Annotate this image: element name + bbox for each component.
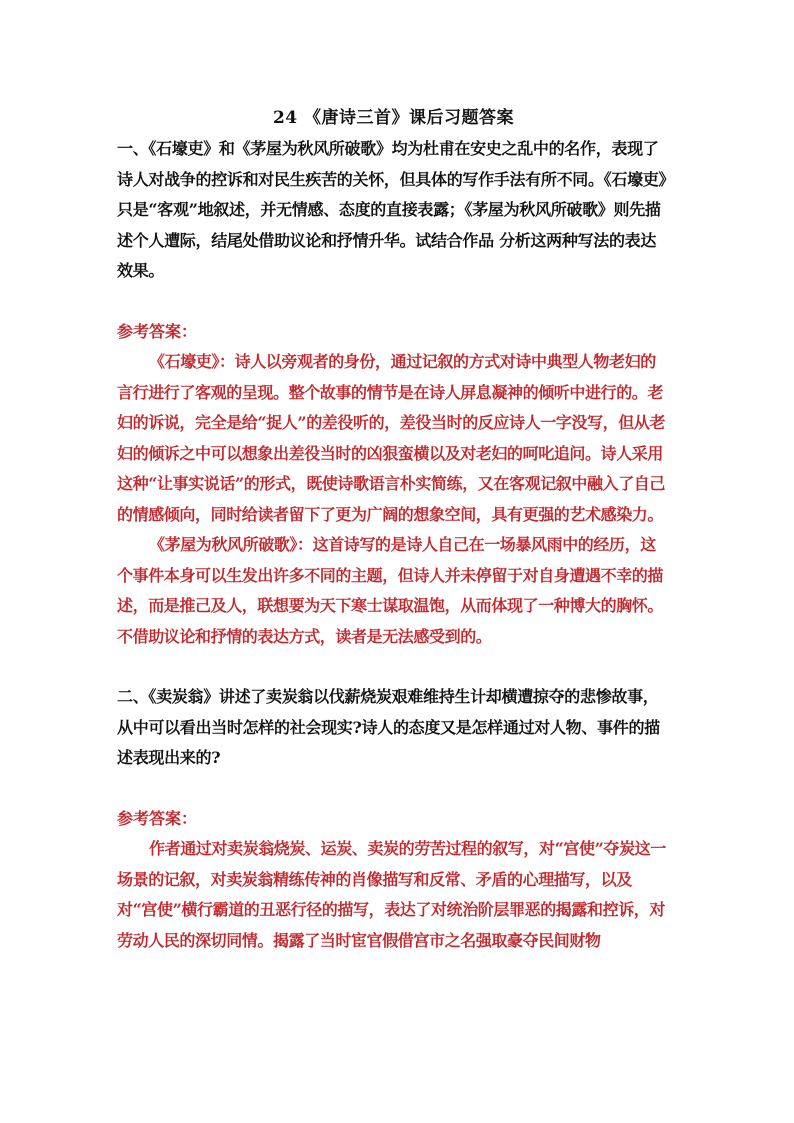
- spacer: [117, 652, 670, 682]
- answer-label-1: 参考答案：: [117, 321, 198, 341]
- document-title: 24 《唐诗三首》课后习题答案: [272, 108, 515, 128]
- answer-1-paragraph-2: 《茅屋为秋风所破歌》：这首诗写的是诗人自己在一场暴风雨中的经历，这个事件本身可以生发出许多不同的主题，但诗人并未停留于对自身遭遇不幸的描述，而是推己及人，联想要为天下寒士谋取温饱，从而体现了一种博大的胸怀。不借助议论和抒情的表达方式，读者是无法感受到的。: [117, 535, 664, 646]
- question-2: 二、《卖炭翁》讲述了卖炭翁以伐薪烧炭艰难维持生计却横遭掠夺的悲惨故事，从中可以看出当时怎样的社会现实?诗人的态度又是怎样通过对人物、事件的描述表现出来的?: [117, 687, 660, 767]
- spacer: [117, 287, 670, 317]
- question-1: 一、《石壕吏》和《茅屋为秋风所破歌》均为杜甫在安史之乱中的名作，表现了诗人对战争的控诉和对民生疾苦的关怀，但具体的写作手法有所不同。《石壕吏》只是“客观”地叙述，并无情感、态度的直接表露；《茅屋为秋风所破歌》则先描述个人遭际，结尾处借助议论和抒情升华。试结合作品 分析这两种写法的表达效果。: [117, 139, 667, 280]
- answer-1-paragraph-1: 《石壕吏》：诗人以旁观者的身份，通过记叙的方式对诗中典型人物老妇的言行进行了客观的呈现。整个故事的情节是在诗人屏息凝神的倾听中进行的。老妇的诉说，完全是给“捉人”的差役听的，差役当时的反应诗人一字没写，但从老妇的倾诉之中可以想象出差役当时的凶狠蛮横以及对老妇的呵叱追问。诗人采用这种“让事实说话”的形式，既使诗歌语言朴实简练，又在客观记叙中融入了自己的情感倾向，同时给读者留下了更为广阔的想象空间，具有更强的艺术感染力。: [117, 352, 666, 524]
- answer-2-paragraph-1: 作者通过对卖炭翁烧炭、运炭、卖炭的劳苦过程的叙写，对“宫使”夺炭这一场景的记叙，对卖炭翁精练传神的肖像描写和反常、矛盾的心理描写，以及对“宫使”横行霸道的丑恶行径的描写，表达了对统治阶层罪恶的揭露和控诉，对劳动人民的深切同情。揭露了当时宦官假借宫市之名强取豪夺民间财物: [117, 839, 666, 950]
- answer-label-2: 参考答案：: [117, 808, 198, 828]
- spacer: [117, 774, 670, 804]
